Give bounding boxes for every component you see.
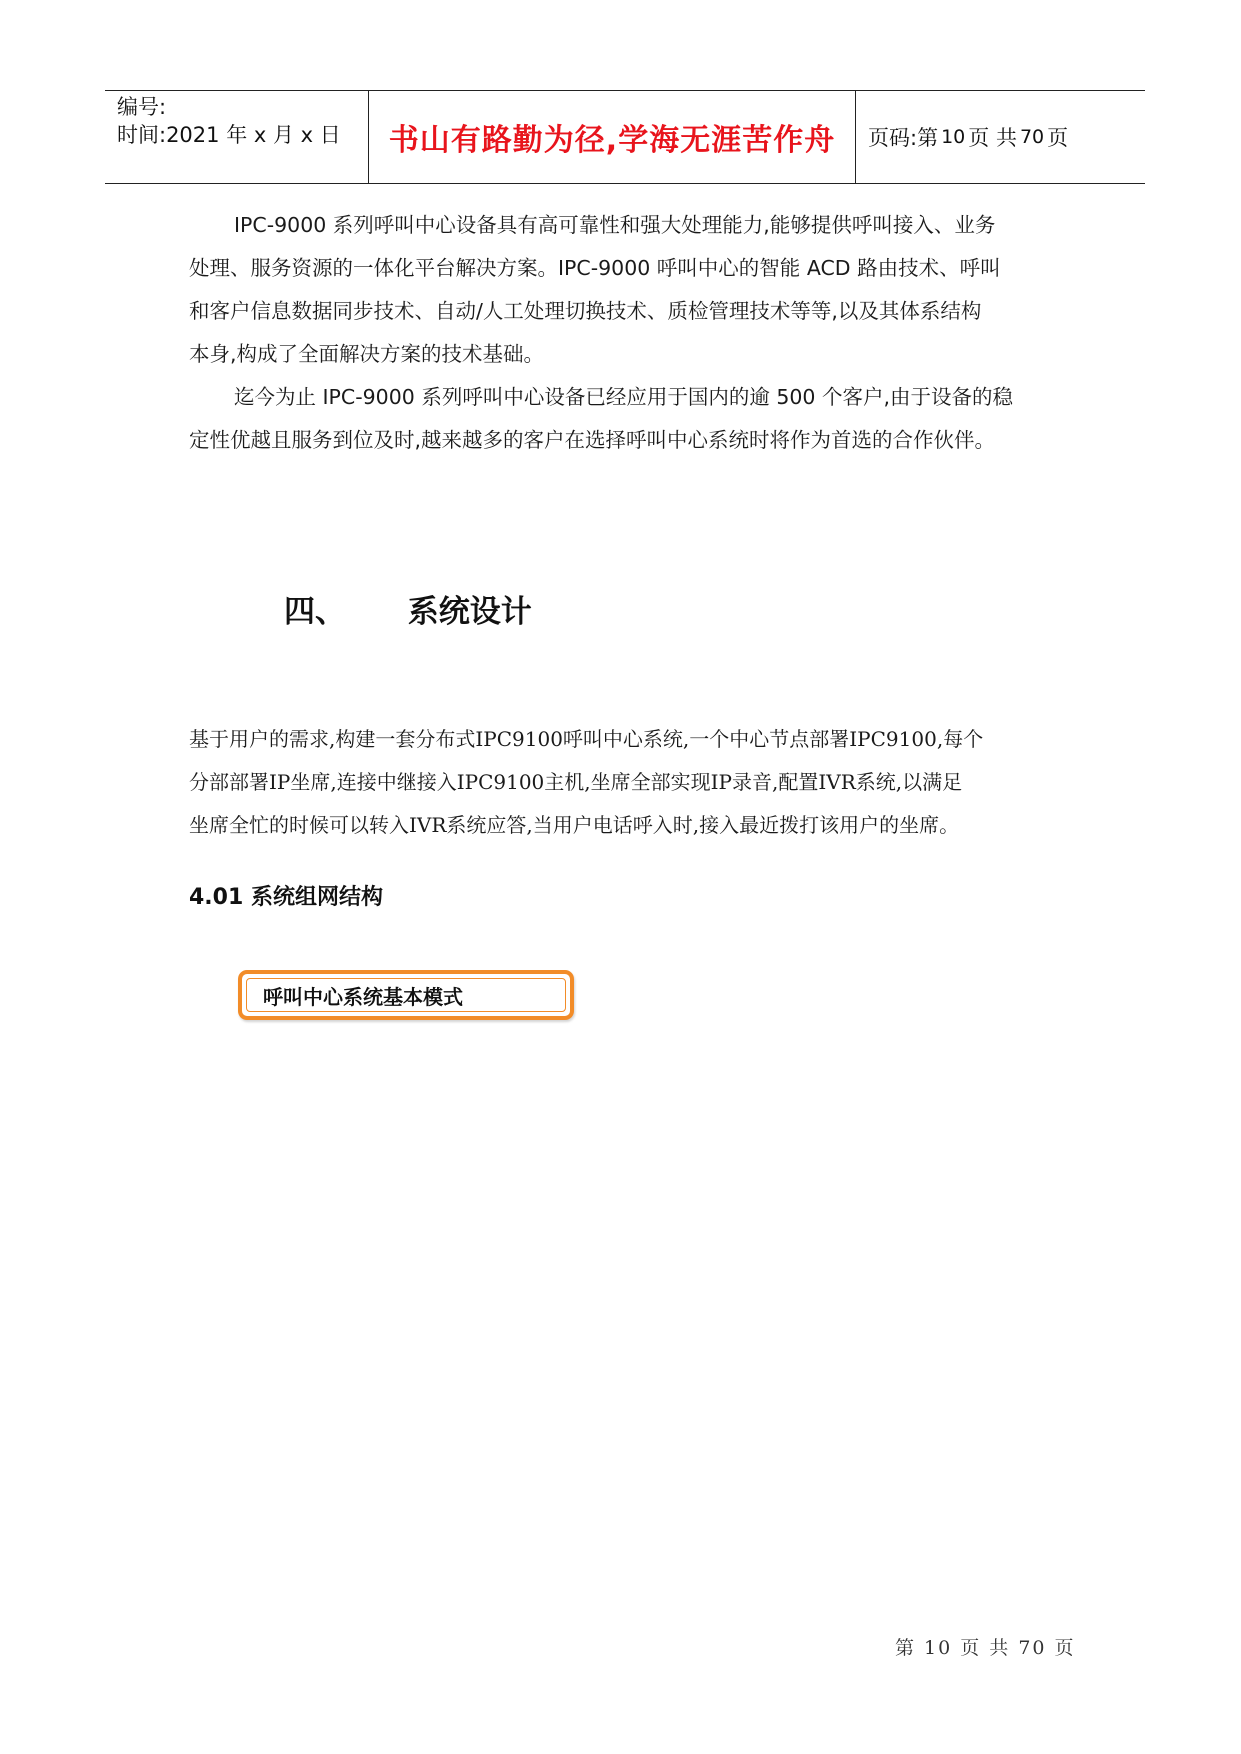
document-number-label: 编号: (117, 95, 167, 119)
intro-paragraph (189, 204, 1069, 376)
page-suffix: 页 (1047, 126, 1069, 150)
page-mid-text: 页 共 (968, 126, 1017, 150)
paragraph-line: 分部部署IP坐席,连接中继接入IPC9100主机,坐席全部实现IP录音,配置IVR系统,以满足 (189, 770, 963, 794)
subsection-heading: 4.01 系统组网结构 (189, 885, 383, 910)
customer-paragraph (189, 376, 1069, 462)
page-prefix: 页码:第 (868, 126, 939, 150)
page-total-number: 70 (1019, 126, 1045, 148)
document-time-label: 时间:2021 年 x 月 x 日 (117, 123, 341, 147)
diagram-title-box (238, 970, 574, 1020)
paragraph-line: 迄今为止 IPC-9000 系列呼叫中心设备已经应用于国内的逾 500 个客户,由于设备的稳 (234, 385, 1013, 409)
header-meta (105, 91, 369, 183)
section-number: 四、 (284, 594, 346, 630)
diagram-title-label: 呼叫中心系统基本模式 (246, 978, 566, 1012)
design-paragraph (189, 718, 1069, 847)
paragraph-line: IPC-9000 系列呼叫中心设备具有高可靠性和强大处理能力,能够提供呼叫接入、业务 (234, 213, 996, 237)
paragraph-line: 处理、服务资源的一体化平台解决方案。IPC-9000 呼叫中心的智能 ACD 路由技术、呼叫 (189, 256, 1001, 280)
paragraph-line: 本身,构成了全面解决方案的技术基础。 (189, 342, 545, 366)
page-header (105, 90, 1145, 184)
page-footer: 第 10 页 共 70 页 (895, 1637, 1076, 1659)
header-motto: 书山有路勤为径,学海无涯苦作舟 (369, 91, 856, 183)
paragraph-line: 定性优越且服务到位及时,越来越多的客户在选择呼叫中心系统时将作为首选的合作伙伴。 (189, 428, 996, 452)
page-current-number: 10 (941, 126, 966, 148)
paragraph-line: 坐席全忙的时候可以转入IVR系统应答,当用户电话呼入时,接入最近拨打该用户的坐席。 (189, 813, 960, 837)
paragraph-line: 基于用户的需求,构建一套分布式IPC9100呼叫中心系统,一个中心节点部署IPC9100,每个 (189, 727, 984, 751)
section-heading (284, 586, 532, 631)
paragraph-line: 和客户信息数据同步技术、自动/人工处理切换技术、质检管理技术等等,以及其体系结构 (189, 299, 982, 323)
section-title: 系统设计 (407, 594, 532, 630)
header-page-info (856, 91, 1145, 183)
